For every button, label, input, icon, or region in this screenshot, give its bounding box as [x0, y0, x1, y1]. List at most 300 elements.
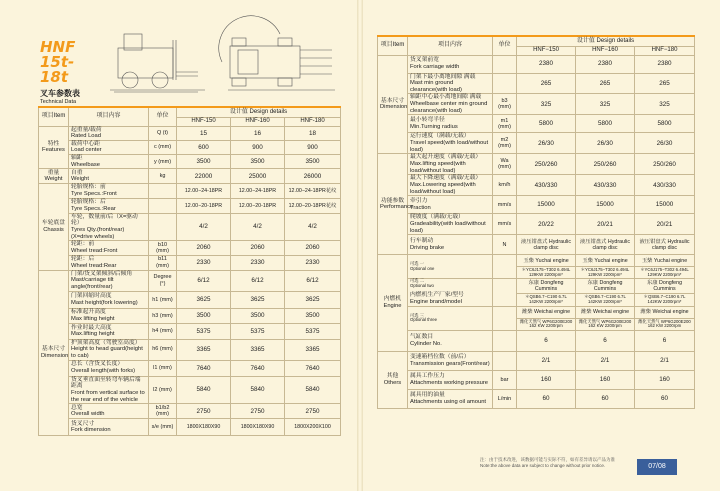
table-row	[39, 270, 341, 291]
hdr-content: 项目内容	[69, 107, 149, 126]
spec-item-cn: 护顶架高度（驾驶室高度）	[71, 339, 141, 346]
spec-category: 重量 Weight	[39, 169, 69, 184]
spec-item-cn: 货叉尺寸	[71, 420, 95, 427]
spec-item-cn: 属具工作压力	[410, 373, 445, 379]
spec-item-en: Weight	[71, 176, 89, 183]
spec-item-en: Attachments using oil amount	[410, 398, 487, 405]
spec-item-cn: 起重量/载荷	[71, 126, 102, 133]
spec-item-cn: 最大下降速度（满载/无载）	[410, 175, 482, 182]
spec-category: 基本尺寸 Dimension	[378, 55, 408, 154]
hdr-unit: 单位	[149, 107, 177, 126]
spec-item	[69, 184, 149, 198]
engine-brand: 潍柴 Weichai engine	[576, 306, 635, 318]
brand-line2: 15t-18t	[40, 53, 75, 86]
spec-item-en: Max.lifting speed(with load/without load)	[410, 161, 466, 174]
engine-option-label	[408, 279, 493, 306]
spec-value: 325	[635, 94, 695, 115]
spec-item-en: Overall length(with forks)	[71, 368, 136, 375]
spec-item	[408, 196, 493, 214]
spec-value: 25000	[231, 169, 285, 184]
spec-unit: bar	[493, 370, 517, 389]
engine-option-label	[408, 306, 493, 330]
spec-item-en: Driving brake	[410, 244, 445, 251]
left-header-row	[39, 107, 341, 117]
spec-value: 15000	[517, 196, 576, 214]
spec-item	[69, 419, 149, 436]
spec-unit	[493, 279, 517, 306]
spec-value: 3625	[285, 291, 341, 308]
spec-unit	[493, 73, 517, 94]
spec-value: 2330	[285, 255, 341, 270]
option-cn: 可选 二	[410, 278, 425, 284]
spec-value: 4/2	[231, 213, 285, 241]
spec-item	[69, 404, 149, 419]
spec-item	[69, 140, 149, 154]
spec-item	[69, 270, 149, 291]
table-row	[378, 235, 695, 255]
spec-value: 2750	[177, 404, 231, 419]
spec-item-en: Tyre Specs.:Front	[71, 191, 117, 198]
spec-value: 1800X180X90	[177, 419, 231, 436]
spec-value: 430/330	[576, 175, 635, 196]
footnote-cn: 注：由于技术改进，该数据可能与实际不符，如有差异请以产品为准	[480, 457, 615, 462]
spec-unit: h3 (mm)	[149, 308, 177, 323]
spec-value: 3500	[177, 155, 231, 169]
engine-model-text: 潍化天然气 WP6G200E200 162 KW 2200rpm	[638, 318, 691, 329]
option-cn: 可选 一	[410, 261, 425, 267]
spec-item-cn: 轴距	[71, 155, 83, 162]
spec-item	[69, 155, 149, 169]
spec-item-cn: 货叉架前宽	[410, 57, 439, 64]
engine-model	[517, 293, 576, 306]
spec-item-en: Traction	[410, 204, 431, 211]
spec-item-en: Transmission gears(Front/rear)	[410, 360, 490, 367]
spec-value: 60	[635, 389, 695, 408]
engine-model-text: ＊YC6J175−T302 6.494L 129KW 2200rpm*	[580, 267, 630, 277]
option-cn: 可选 三	[410, 312, 425, 318]
engine-model-text: ＊QSB6.7−C190 6.7L 142KW 2200rpm*	[525, 294, 567, 304]
table-row	[378, 370, 695, 389]
option-en: Optional one	[410, 265, 435, 271]
title-cn: 叉车参数表	[40, 89, 80, 98]
spec-item	[408, 351, 493, 370]
book-spine	[357, 0, 363, 491]
spec-value: 265	[517, 73, 576, 94]
spec-unit: c (mm)	[149, 140, 177, 154]
engine-option-label	[408, 255, 493, 279]
spec-value: 3500	[231, 155, 285, 169]
spec-item	[69, 376, 149, 404]
table-row	[378, 196, 695, 214]
spec-item	[69, 198, 149, 213]
spec-value: 20/22	[517, 214, 576, 235]
spec-value: 5375	[285, 323, 341, 339]
spec-item-en: Height to head guard(height to cab)	[71, 346, 143, 359]
spec-value: 12.00−20-18PR	[177, 198, 231, 213]
spec-value: 900	[231, 140, 285, 154]
spec-value: 12.00−24-18PR	[231, 184, 285, 198]
spec-value: 2/1	[517, 351, 576, 370]
engine-brand: 东康 Dongfeng Cummins	[576, 279, 635, 293]
spec-item-en: Mast/carriage tilt angle(front/rear)	[71, 277, 114, 290]
spec-value: 3500	[285, 155, 341, 169]
engine-model	[635, 293, 695, 306]
table-row	[39, 140, 341, 154]
table-row	[378, 214, 695, 235]
forklift-drawing	[110, 30, 340, 96]
spec-value: 325	[576, 94, 635, 115]
spec-value: 2/1	[576, 351, 635, 370]
spec-value: 6/12	[285, 270, 341, 291]
table-row	[39, 291, 341, 308]
spec-item-en: Gradeability(with load/without load)	[410, 221, 486, 234]
hdr-model: HNF-160	[231, 117, 285, 126]
spec-value: 20/21	[576, 214, 635, 235]
spec-unit	[149, 198, 177, 213]
spec-unit	[493, 306, 517, 330]
left-spec-table	[38, 106, 341, 436]
spec-item-en: Rated Load	[71, 133, 101, 140]
spec-item-en: Front from vertical surface to the rear end of the vehicle	[71, 389, 145, 403]
spec-value: 2380	[635, 55, 695, 73]
spec-value: 600	[177, 140, 231, 154]
spec-item	[408, 115, 493, 133]
spec-item-cn: 门架/货叉架倾斜/后倾角	[71, 270, 133, 277]
engine-model-text: 潍化天然气 WP6G200E200 162 KW 2200rpm	[519, 318, 573, 329]
table-row	[378, 133, 695, 154]
spec-category: 基本尺寸 Dimension	[39, 270, 69, 436]
spec-unit: mm/s	[493, 196, 517, 214]
spec-category: 其他 Others	[378, 351, 408, 408]
engine-brand-row	[378, 306, 695, 318]
spec-value: 900	[285, 140, 341, 154]
footnote-en: Note:the above data are subject to change without prior notice.	[480, 462, 606, 468]
engine-model	[517, 318, 576, 330]
spec-item-en: Fork dimension	[71, 427, 111, 434]
spec-value: 18	[285, 126, 341, 140]
page-number: 07/08	[637, 459, 677, 475]
engine-brand: 潍柴 Weichai engine	[635, 306, 695, 318]
table-row	[378, 115, 695, 133]
engine-model	[576, 293, 635, 306]
spec-unit: N	[493, 235, 517, 255]
spec-unit: Wa (mm)	[493, 154, 517, 175]
spec-unit	[493, 55, 517, 73]
spec-item	[69, 291, 149, 308]
spec-value: 4/2	[177, 213, 231, 241]
spec-value: 6	[635, 330, 695, 351]
spec-unit: l2 (mm)	[149, 376, 177, 404]
spec-item	[408, 235, 493, 255]
spec-item-cn: 门架回缩时高度	[71, 293, 112, 299]
engine-model	[635, 318, 695, 330]
hdr-unit: 单位	[493, 36, 517, 55]
spec-value: 265	[635, 73, 695, 94]
spec-item-cn: 载荷中心距	[71, 140, 100, 147]
engine-brand: 玉柴 Yuchai engine	[517, 255, 576, 267]
spec-item-en: Wheelbase	[71, 161, 101, 168]
spec-value: 7640	[285, 360, 341, 376]
spec-item-en: Tyres Qty.(front/rear)(X=drive wheels)	[71, 227, 125, 240]
spec-value: 2750	[231, 404, 285, 419]
spec-value: 4/2	[285, 213, 341, 241]
option-en: Optional three	[410, 317, 437, 323]
spec-value: 3500	[285, 308, 341, 323]
spec-item-en: Min.Turning radius	[410, 123, 458, 130]
spec-value: 1800X200X100	[285, 419, 341, 436]
spec-value: 250/260	[635, 154, 695, 175]
table-row	[39, 241, 341, 255]
spec-value: 12.00−20-18PR	[231, 198, 285, 213]
spec-unit: l1 (mm)	[149, 360, 177, 376]
spec-item-en: Wheelbase center min ground clearance(with load)	[410, 101, 488, 114]
spec-value: 160	[576, 370, 635, 389]
spec-unit	[493, 351, 517, 370]
engine-model-text: ＊QSB6.7−C190 6.7L 142KW 2200rpm*	[584, 294, 626, 304]
table-row	[39, 155, 341, 169]
spec-unit: m2 (mm)	[493, 133, 517, 154]
spec-value: 22000	[177, 169, 231, 184]
spec-item-cn: 自重	[71, 169, 83, 176]
engine-brand: 东康 Dongfeng Cummins	[635, 279, 695, 293]
table-row	[39, 376, 341, 404]
spec-value: 5800	[635, 115, 695, 133]
spec-unit: km/h	[493, 175, 517, 196]
engine-brand-row	[378, 279, 695, 293]
table-row	[39, 404, 341, 419]
table-row	[378, 389, 695, 408]
hdr-item: 项目Item	[39, 107, 69, 126]
spec-item	[69, 126, 149, 140]
spec-item-cn: 最小转弯半径	[410, 117, 445, 124]
spec-value: 60	[576, 389, 635, 408]
spec-value: 5800	[576, 115, 635, 133]
spec-item-en: Max.lifting height	[71, 331, 115, 338]
spec-value: 3365	[285, 339, 341, 360]
table-row	[39, 213, 341, 241]
hdr-model: HNF−160	[576, 46, 635, 55]
spec-value: 12.00−24-18PR	[177, 184, 231, 198]
engine-model	[517, 267, 576, 279]
spec-value: 2380	[517, 55, 576, 73]
spec-unit	[493, 330, 517, 351]
spec-value: 液压钳盘式 Hydraulic clamp disc	[576, 235, 635, 255]
spec-value: 15	[177, 126, 231, 140]
spec-unit: s/e (mm)	[149, 419, 177, 436]
spec-value: 26/30	[635, 133, 695, 154]
spec-value: 6/12	[177, 270, 231, 291]
table-row	[378, 73, 695, 94]
spec-value: 15000	[576, 196, 635, 214]
engine-brand-row	[378, 255, 695, 267]
table-row	[378, 351, 695, 370]
spec-item-cn: 总长（含货叉长度）	[71, 361, 124, 368]
spec-value: 3365	[177, 339, 231, 360]
spec-item-en: Mast height(fork lowering)	[71, 299, 138, 306]
spec-item-en: Load center	[71, 147, 102, 154]
engine-brand: 玉柴 Yuchai engine	[635, 255, 695, 267]
spec-value: 160	[635, 370, 695, 389]
spec-value: 26000	[285, 169, 341, 184]
spec-item	[408, 175, 493, 196]
brand-block	[40, 40, 100, 105]
spec-item	[408, 133, 493, 154]
engine-model-text: 潍化天然气 WP6G200E200 162 KW 2200rpm	[578, 318, 632, 329]
hdr-item: 项目Item	[378, 36, 408, 55]
spec-item-cn: 牵引力	[410, 198, 428, 205]
spec-item	[69, 339, 149, 360]
spec-value: 430/330	[517, 175, 576, 196]
engine-model	[576, 267, 635, 279]
hdr-design: 设计值 Design details	[517, 36, 695, 46]
spec-value: 5375	[177, 323, 231, 339]
spec-value: 2060	[285, 241, 341, 255]
engine-model-text: ＊QSB6.7−C190 6.7L 142KW 2200rpm*	[643, 294, 686, 304]
table-row	[39, 126, 341, 140]
spec-value: 7640	[177, 360, 231, 376]
spec-item-en: Overall width	[71, 411, 105, 418]
spec-value: 6	[517, 330, 576, 351]
table-row	[378, 154, 695, 175]
spec-value: 3625	[177, 291, 231, 308]
spec-unit: h4 (mm)	[149, 323, 177, 339]
spec-unit: b1/b2 (mm)	[149, 404, 177, 419]
spec-value: 液压钳盘式 Hydraulic clamp disc	[635, 235, 695, 255]
spec-item-en: Mast min ground clearance(with load)	[410, 80, 462, 93]
table-row	[39, 419, 341, 436]
table-row	[378, 94, 695, 115]
spec-item-cn: 变速箱档位数（前/后）	[410, 354, 470, 360]
option-en: Optional two	[410, 282, 434, 288]
spec-item	[69, 213, 149, 241]
brand-line1: HNF	[40, 38, 76, 56]
spec-value: 2/1	[635, 351, 695, 370]
engine-model	[635, 267, 695, 279]
spec-item-en: Cylinder No.	[410, 340, 442, 347]
spec-item	[408, 73, 493, 94]
hdr-model: HNF−180	[635, 46, 695, 55]
spec-item-cn: 货叉垂直面至转弯车辆后端距离	[71, 376, 141, 390]
spec-value: 3365	[231, 339, 285, 360]
spec-item	[69, 169, 149, 184]
spec-value: 160	[517, 370, 576, 389]
spec-unit: Degree (°)	[149, 270, 177, 291]
engine-model	[576, 318, 635, 330]
spec-value: 1800X180X90	[231, 419, 285, 436]
spec-value: 5800	[517, 115, 576, 133]
spec-unit: L/min	[493, 389, 517, 408]
spec-unit: Q (t)	[149, 126, 177, 140]
hdr-design: 设计值 Design details	[177, 107, 341, 117]
spec-unit: b11 (mm)	[149, 255, 177, 270]
spec-value: 250/260	[576, 154, 635, 175]
spec-value: 26/30	[517, 133, 576, 154]
spec-item-en: Fork carriage width	[410, 64, 460, 70]
spec-item-cn: 气缸数目	[410, 334, 434, 340]
engine-model-text: ＊YC6J175−T302 6.494L 129KW 2200rpm*	[521, 267, 571, 277]
hdr-content: 项目内容	[408, 36, 493, 55]
spec-item	[69, 360, 149, 376]
spec-item	[69, 323, 149, 339]
spec-item-en: Travel speed(with load/without load)	[410, 140, 489, 153]
spec-item-cn: 轴距中心最小离地间隙 满载	[410, 94, 482, 101]
engine-model-text: ＊YC6J175−T302 6.494L 129KW 2200rpm*	[640, 267, 689, 277]
spec-item-en: Tyre Specs.:Rear	[71, 205, 116, 212]
spec-value: 5840	[177, 376, 231, 404]
spec-unit: b3 (mm)	[493, 94, 517, 115]
spec-value: 20/21	[635, 214, 695, 235]
spec-item-cn: 轮胎规格：后	[71, 199, 106, 206]
spec-unit: y (mm)	[149, 155, 177, 169]
spec-item-cn: 行车制动	[410, 238, 434, 245]
spec-unit: b10 (mm)	[149, 241, 177, 255]
spec-unit: h1 (mm)	[149, 291, 177, 308]
spec-unit: m1 (mm)	[493, 115, 517, 133]
spec-item-en: Wheel tread:Front	[71, 248, 118, 255]
hdr-model: HNF−150	[517, 46, 576, 55]
spec-item-cn: 最大起升速度（满载/无载）	[410, 154, 482, 161]
spec-value: 15000	[635, 196, 695, 214]
spec-unit: h6 (mm)	[149, 339, 177, 360]
spec-item	[408, 154, 493, 175]
spec-category: 内燃机 Engine	[378, 255, 408, 351]
spec-item	[69, 241, 149, 255]
spec-category: 特性 Features	[39, 126, 69, 169]
engine-brand: 潍柴 Weichai engine	[517, 306, 576, 318]
table-row	[39, 339, 341, 360]
spec-item-cn: 轮胎规格：前	[71, 184, 106, 191]
engine-brand: 玉柴 Yuchai engine	[576, 255, 635, 267]
spec-unit	[149, 213, 177, 241]
table-row	[39, 308, 341, 323]
spec-value: 2060	[231, 241, 285, 255]
spec-item-en: Wheel tread:Rear	[71, 262, 117, 269]
spec-value: 2330	[231, 255, 285, 270]
spec-value: 2750	[285, 404, 341, 419]
right-header-row	[378, 36, 695, 46]
engine-brand: 东康 Dongfeng Cummins	[517, 279, 576, 293]
spec-item-cn: 总宽	[71, 404, 83, 411]
spec-item	[408, 94, 493, 115]
spec-value: 3500	[177, 308, 231, 323]
spec-value: 430/330	[635, 175, 695, 196]
spec-unit: mm/s	[493, 214, 517, 235]
spec-item	[408, 330, 493, 351]
table-row	[39, 255, 341, 270]
spec-value: 16	[231, 126, 285, 140]
spec-value: 325	[517, 94, 576, 115]
spec-value: 250/260	[517, 154, 576, 175]
spec-unit	[149, 184, 177, 198]
spec-value: 6	[576, 330, 635, 351]
spec-value: 26/30	[576, 133, 635, 154]
spec-value: 12.00−20-18PR花纹	[285, 198, 341, 213]
spec-value: 5840	[285, 376, 341, 404]
cylinder-row	[378, 330, 695, 351]
spec-unit	[493, 255, 517, 279]
spec-value: 3625	[231, 291, 285, 308]
hdr-model: HNF-180	[285, 117, 341, 126]
spec-item-en: Max.Lowering speed(with load/without load)	[410, 182, 476, 195]
table-row	[39, 169, 341, 184]
table-row	[378, 175, 695, 196]
spec-value: 60	[517, 389, 576, 408]
spec-category: 功能参数 Performance	[378, 154, 408, 255]
spec-item-cn: 门架下最小离地间隙 满载	[410, 73, 476, 80]
table-row	[39, 360, 341, 376]
spec-item-en: Attachments working pressure	[410, 379, 488, 386]
spec-value: 液压钳盘式 Hydraulic clamp disc	[517, 235, 576, 255]
